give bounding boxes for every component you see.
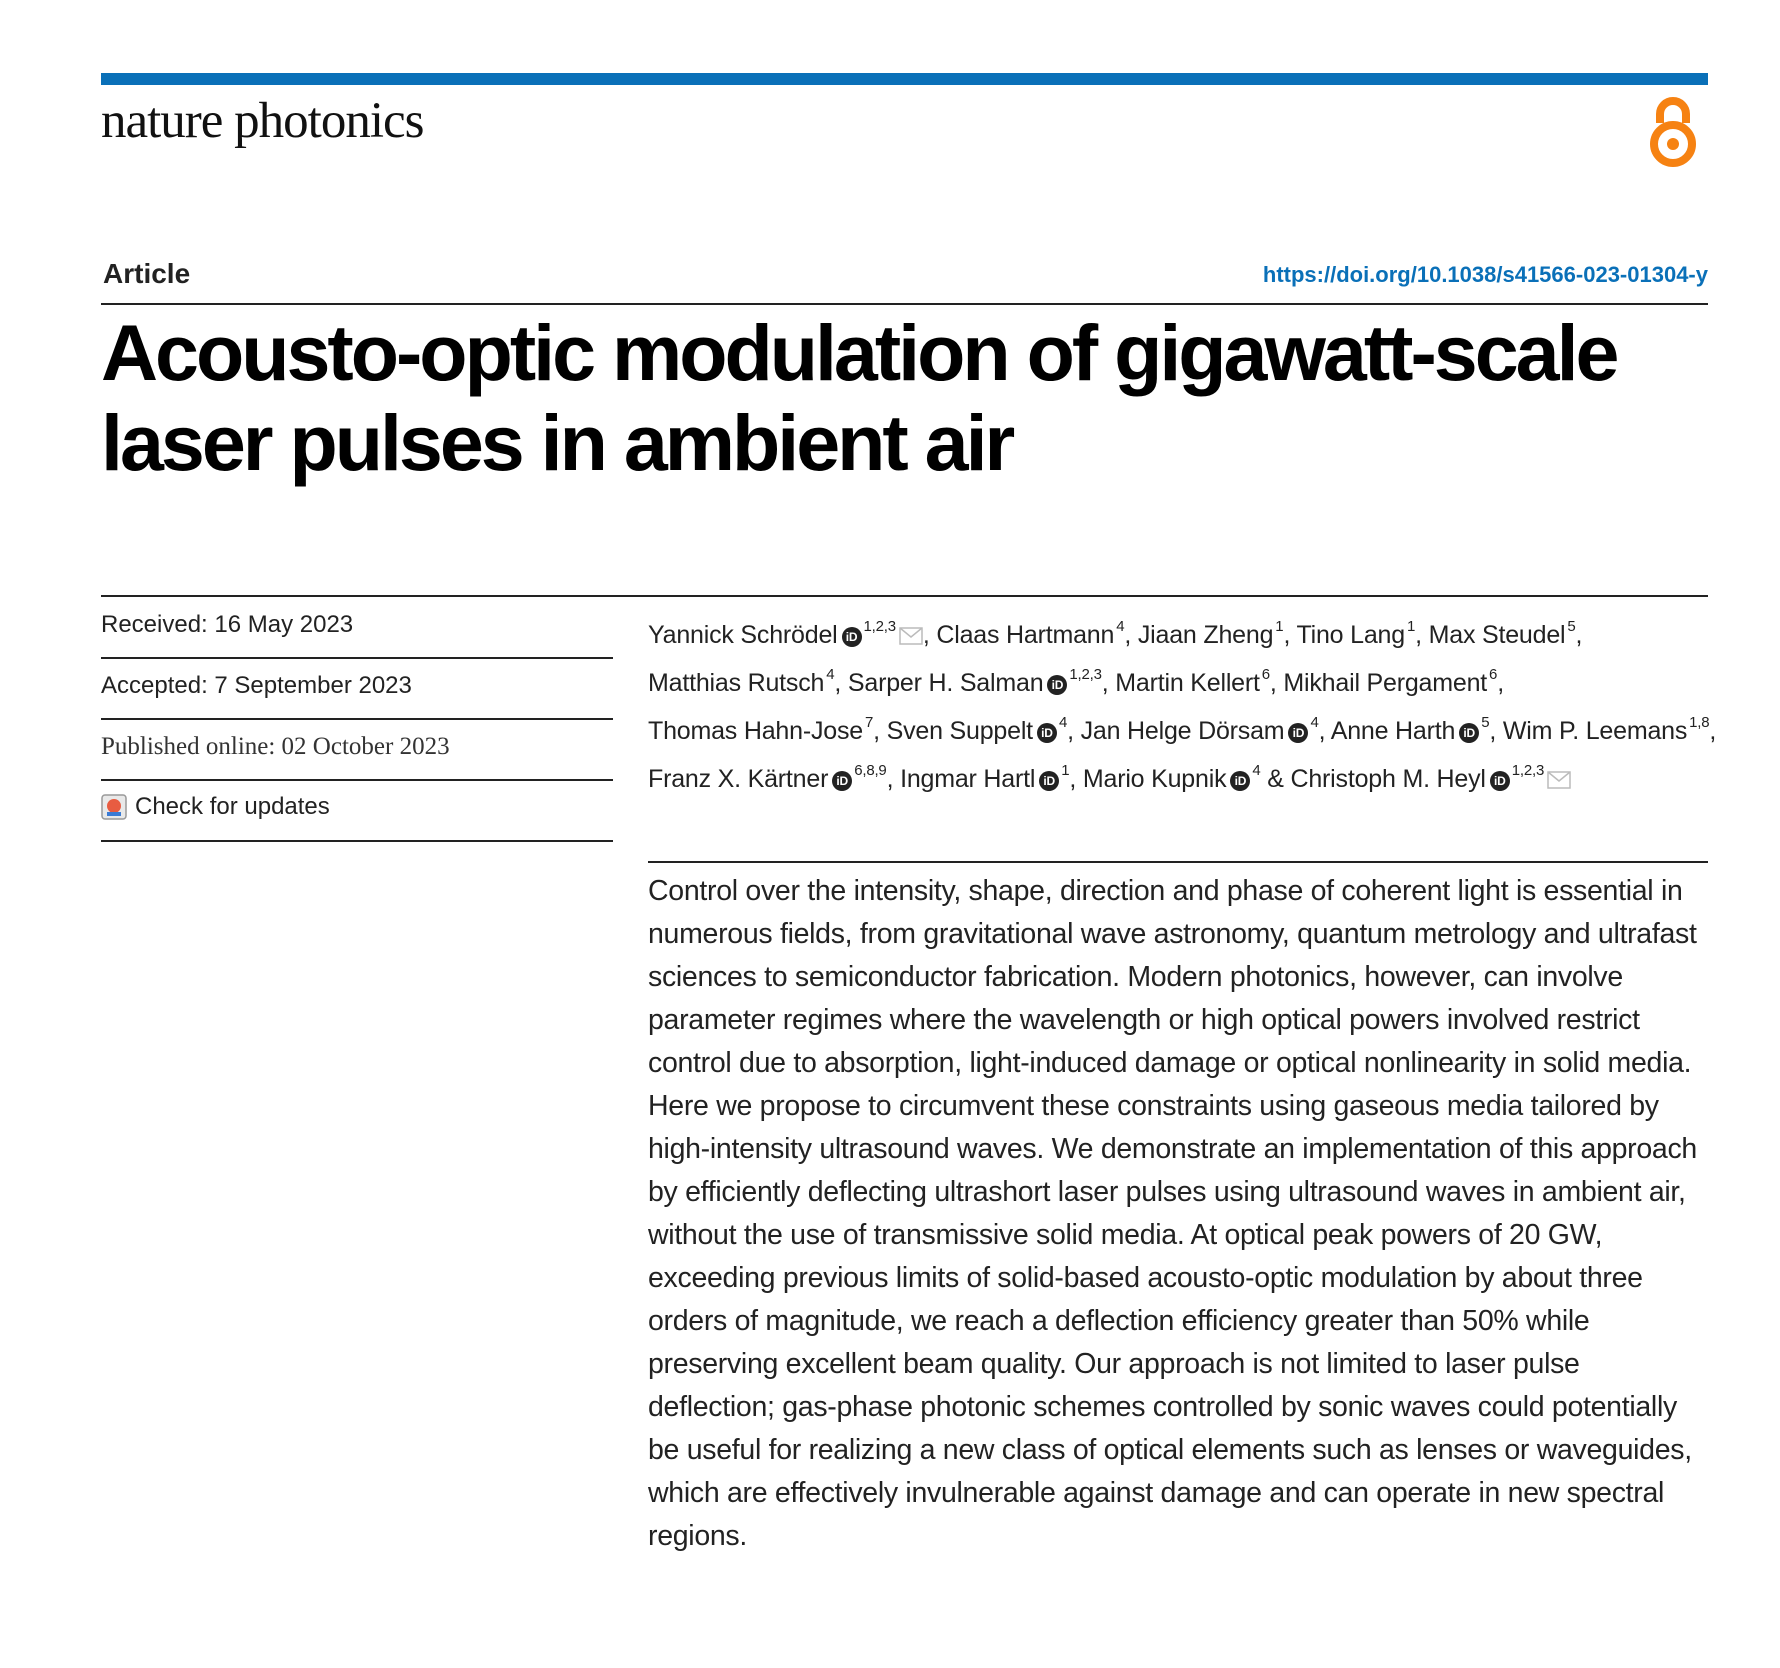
author-name[interactable] xyxy=(648,666,835,697)
author-name-text: Mikhail Pergament xyxy=(1283,669,1488,697)
meta-divider-top xyxy=(101,595,1708,597)
author-name-text: Anne Harth xyxy=(1330,717,1456,745)
check-for-updates-button[interactable] xyxy=(101,793,611,821)
meta-divider xyxy=(101,840,613,842)
author-name[interactable] xyxy=(648,762,887,793)
orcid-icon[interactable]: iD xyxy=(1459,723,1479,743)
orcid-icon[interactable]: iD xyxy=(842,627,862,647)
author-name-text: Franz X. Kärtner xyxy=(648,765,829,793)
affiliation-number[interactable]: 5 xyxy=(1567,618,1576,635)
author-name-text: Wim P. Leemans xyxy=(1502,717,1688,745)
email-icon[interactable] xyxy=(899,618,923,636)
affiliation-number[interactable]: 6,8,9 xyxy=(854,762,887,779)
author-name-text: Ingmar Hartl xyxy=(900,765,1036,793)
received-date: Received: 16 May 2023 xyxy=(101,611,354,638)
affiliation-number[interactable]: 4 xyxy=(1310,714,1319,731)
affiliation-number[interactable]: 1 xyxy=(1275,618,1284,635)
author-name-text: Mario Kupnik xyxy=(1082,765,1227,793)
orcid-icon[interactable]: iD xyxy=(1230,771,1250,791)
author-name[interactable] xyxy=(1296,618,1416,649)
author-name-text: Thomas Hahn-Jose xyxy=(648,717,863,745)
affiliation-number[interactable]: 1,2,3 xyxy=(863,618,896,635)
author-name-text: Claas Hartmann xyxy=(936,621,1115,649)
affiliation-number[interactable]: 4 xyxy=(1058,714,1068,731)
author-name[interactable] xyxy=(1428,618,1576,649)
journal-header-bar xyxy=(101,73,1708,85)
author-name[interactable] xyxy=(847,666,1102,697)
open-access-icon xyxy=(1646,93,1700,171)
author-name-text: Yannick Schrödel xyxy=(648,621,838,649)
author-name-text: Jan Helge Dörsam xyxy=(1080,717,1285,745)
author-name[interactable] xyxy=(1330,714,1490,745)
affiliation-number[interactable]: 4 xyxy=(826,666,835,683)
orcid-icon[interactable]: iD xyxy=(1047,675,1067,695)
affiliation-number[interactable]: 1 xyxy=(1406,618,1416,635)
affiliation-number[interactable]: 6 xyxy=(1261,666,1270,683)
meta-divider xyxy=(101,718,613,720)
affiliation-number[interactable]: 1,2,3 xyxy=(1511,762,1545,779)
meta-divider xyxy=(101,779,613,781)
author-name-text: Sven Suppelt xyxy=(886,717,1033,745)
abstract: Control over the intensity, shape, direction and phase of coherent light is essential in numerous fields, from gravitational wave astronomy, quantum metrology and ultrafast sciences to semiconductor fabrication. Modern photonics, however, can involve parameter regimes where the wavelength or high optical powers involved restrict control due to absorption, light-induced damage or optical nonlinearity in solid media. Here we propose to circumvent these constraints using gaseous media tailored by high-intensity ultrasound waves. We demonstrate an implementation of this approach by efficiently deflecting ultrashort laser pulses using ultrasound waves in ambient air, without the use of transmissive solid media. At optical peak powers of 20 GW, exceeding previous limits of solid-based acousto-optic modulation by about three orders of magnitude, we reach a deflection efficiency greater than 50% while preserving excellent beam quality. Our approach is not limited to laser pulse deflection; gas-phase photonic schemes controlled by sonic waves could potentially be useful for realizing a new class of optical elements such as lenses or waveguides, which are effectively invulnerable against damage and can operate in new spectral regions. xyxy=(648,875,1697,1552)
author-name[interactable] xyxy=(900,762,1070,793)
check-updates-label: Check for updates xyxy=(135,793,330,820)
orcid-icon[interactable]: iD xyxy=(1037,723,1057,743)
article-type-label: Article xyxy=(103,258,191,289)
affiliation-number[interactable]: 4 xyxy=(1116,618,1125,635)
author-name[interactable] xyxy=(886,714,1068,745)
author-name-text: Christoph M. Heyl xyxy=(1290,765,1486,793)
published-date: Published online: 02 October 2023 xyxy=(101,733,450,760)
affiliation-number[interactable]: 1,2,3 xyxy=(1069,666,1102,683)
orcid-icon[interactable]: iD xyxy=(1288,723,1308,743)
abstract-divider xyxy=(648,861,1708,863)
author-name[interactable] xyxy=(936,618,1125,649)
author-name[interactable] xyxy=(1080,714,1319,745)
affiliation-number[interactable]: 4 xyxy=(1252,762,1261,779)
orcid-icon[interactable]: iD xyxy=(1039,771,1059,791)
author-name-text: Max Steudel xyxy=(1428,621,1566,649)
author-name-text: Sarper H. Salman xyxy=(847,669,1044,697)
accepted-date: Accepted: 7 September 2023 xyxy=(101,672,412,699)
author-list: Yannick Schrödel iD$^{1,2,3}$ , Claas Hartmann $^4$, Jiaan Zheng $^1$, Tino Lang $^1$, Max Steudel $^5$, Matthias Rutsch $^4$, Sarper H. Salman iD$^{1,2,3}$, Martin Kellert $^6$, Mikhail Pergament $^6$, Thomas Hahn-Jose $^7$, Sven Suppelt iD$^4$, Jan Helge Dörsam iD$^4$, Anne Harth iD$^5$, Wim P. Leemans $^{1,8}$, Franz X. Kärtner iD$^{6,8,9}$, Ingmar Hartl iD$^1$, Mario Kupnik iD$^4$ & Christoph M. Heyl iD$^{1,2,3}$ xyxy=(648,618,1717,793)
header-divider xyxy=(101,303,1708,305)
author-name[interactable] xyxy=(1283,666,1498,697)
author-name-text: Martin Kellert xyxy=(1115,669,1260,697)
author-name-text: Jiaan Zheng xyxy=(1137,621,1274,649)
check-updates-icon xyxy=(101,794,127,820)
author-name-text: Tino Lang xyxy=(1296,621,1405,649)
affiliation-number[interactable]: 1,8 xyxy=(1689,714,1710,731)
author-name[interactable] xyxy=(648,618,923,649)
author-name[interactable] xyxy=(648,714,874,745)
author-name[interactable] xyxy=(1137,618,1284,649)
doi-link[interactable]: https://doi.org/10.1038/s41566-023-01304-y xyxy=(1262,262,1708,287)
meta-divider xyxy=(101,657,613,659)
author-name[interactable] xyxy=(1115,666,1270,697)
orcid-icon[interactable]: iD xyxy=(832,771,852,791)
affiliation-number[interactable]: 6 xyxy=(1489,666,1498,683)
email-icon[interactable] xyxy=(1547,762,1571,780)
affiliation-number[interactable]: 7 xyxy=(864,714,874,731)
journal-name[interactable]: nature photonics xyxy=(101,93,424,149)
author-name-text: Matthias Rutsch xyxy=(648,669,825,697)
affiliation-number[interactable]: 5 xyxy=(1481,714,1490,731)
author-name[interactable] xyxy=(1502,714,1710,745)
author-name[interactable] xyxy=(1290,762,1572,793)
orcid-icon[interactable]: iD xyxy=(1490,771,1510,791)
author-name[interactable] xyxy=(1082,762,1261,793)
article-title: Acousto-optic modulation of gigawatt-scale laser pulses in ambient air xyxy=(101,308,1617,487)
affiliation-number[interactable]: 1 xyxy=(1061,762,1070,779)
